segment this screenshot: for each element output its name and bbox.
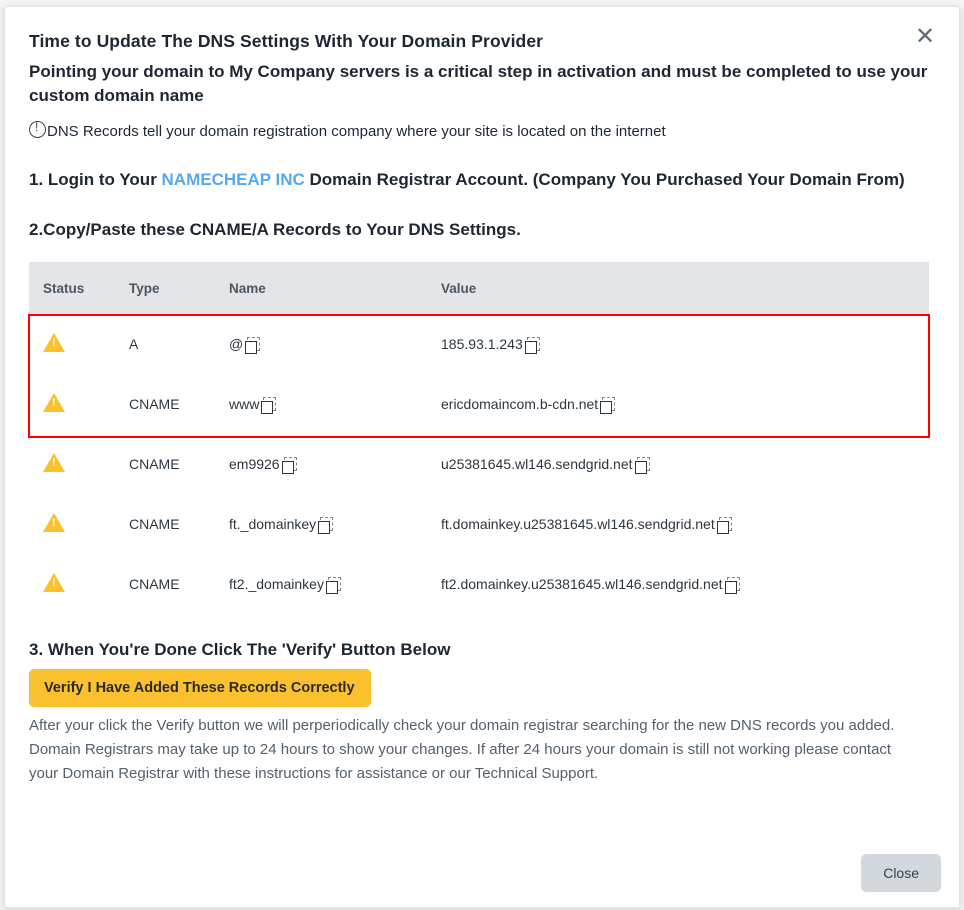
step-3: 3. When You're Done Click The 'Verify' Button Below: [29, 640, 451, 660]
verify-footnote: After your click the Verify button we will perperiodically check your domain registrar searching for the new DNS records you added. Domain Registrars may take up to 24 hours to show your changes. If after 24 hours your domain is still not working please contact your Domain Registrar with these instructions for assistance or our Technical Support.: [29, 717, 895, 782]
row-value-text: ft2.domainkey.u25381645.wl146.sendgrid.net: [441, 576, 723, 593]
step-1: [29, 168, 929, 193]
row-status-cell: [29, 494, 129, 554]
row-type-cell: CNAME: [129, 434, 229, 494]
row-value-text: 185.93.1.243: [441, 336, 523, 353]
row-value-cell: [441, 554, 929, 614]
table-row: [29, 494, 929, 554]
row-name-value: ft._domainkey: [229, 516, 317, 533]
row-status-cell: [29, 374, 129, 434]
modal-subtitle: Pointing your domain to My Company servers is a critical step in activation and must be completed to use your custom domain name: [29, 61, 928, 106]
step-1-suffix: Domain Registrar Account. (Company You Purchased Your Domain From): [304, 169, 905, 189]
row-status-cell: [29, 434, 129, 494]
row-type-cell: CNAME: [129, 374, 229, 434]
step-1-prefix: 1. Login to Your: [29, 169, 162, 189]
row-name-value: @: [229, 336, 244, 353]
row-type-cell: A: [129, 314, 229, 374]
copy-icon[interactable]: [284, 457, 297, 471]
column-header-status: Status: [29, 262, 129, 314]
table-row: [29, 434, 929, 494]
close-icon[interactable]: ✕: [914, 22, 936, 50]
warning-triangle-icon: [43, 573, 65, 592]
column-header-name: Name: [229, 262, 441, 314]
column-header-type: Type: [129, 262, 229, 314]
copy-icon[interactable]: [727, 577, 740, 591]
info-note-text: DNS Records tell your domain registration company where your site is located on the internet: [47, 123, 666, 141]
row-type-cell: CNAME: [129, 554, 229, 614]
copy-icon[interactable]: [637, 457, 650, 471]
row-status-cell: [29, 314, 129, 374]
copy-icon[interactable]: [602, 397, 615, 411]
warning-triangle-icon: [43, 333, 65, 352]
row-name-cell: [229, 434, 441, 494]
copy-icon[interactable]: [263, 397, 276, 411]
row-name-cell: [229, 554, 441, 614]
modal-body: [5, 7, 959, 843]
row-value-cell: [441, 494, 929, 554]
table-row: [29, 314, 929, 374]
warning-triangle-icon: [43, 513, 65, 532]
info-exclamation-icon: [29, 121, 46, 138]
row-value-text: ft.domainkey.u25381645.wl146.sendgrid.net: [441, 516, 715, 533]
row-status-cell: [29, 554, 129, 614]
copy-icon[interactable]: [320, 517, 333, 531]
table-row: [29, 374, 929, 434]
column-header-value: Value: [441, 262, 929, 314]
row-value-text: u25381645.wl146.sendgrid.net: [441, 456, 633, 473]
row-value-cell: [441, 374, 929, 434]
row-name-value: em9926: [229, 456, 280, 473]
page-title: Time to Update The DNS Settings With Your Domain Provider: [29, 31, 544, 51]
row-value-text: ericdomaincom.b-cdn.net: [441, 396, 599, 413]
close-button[interactable]: Close: [861, 854, 941, 892]
copy-icon[interactable]: [328, 577, 341, 591]
copy-icon[interactable]: [527, 337, 540, 351]
row-value-cell: [441, 314, 929, 374]
dns-settings-modal: [4, 6, 960, 908]
row-name-value: www: [229, 396, 260, 413]
table-body: [29, 314, 929, 614]
verify-records-button[interactable]: Verify I Have Added These Records Correctly: [29, 669, 371, 707]
row-name-cell: [229, 314, 441, 374]
info-note: [29, 119, 937, 142]
row-name-cell: [229, 374, 441, 434]
table-header: [29, 262, 929, 314]
copy-icon[interactable]: [719, 517, 732, 531]
modal-footer: [5, 843, 959, 907]
table-header-row: [29, 262, 929, 314]
dns-records-table: [29, 262, 929, 614]
row-type-cell: CNAME: [129, 494, 229, 554]
table-row: [29, 554, 929, 614]
warning-triangle-icon: [43, 453, 65, 472]
copy-icon[interactable]: [247, 337, 260, 351]
page-scrollbar[interactable]: [960, 0, 964, 910]
warning-triangle-icon: [43, 393, 65, 412]
row-value-cell: [441, 434, 929, 494]
row-name-value: ft2._domainkey: [229, 576, 324, 593]
row-name-cell: [229, 494, 441, 554]
step-2: 2.Copy/Paste these CNAME/A Records to Your DNS Settings.: [29, 220, 521, 240]
registrar-name: NAMECHEAP INC: [161, 169, 305, 189]
dns-records-table-wrap: [29, 262, 929, 614]
